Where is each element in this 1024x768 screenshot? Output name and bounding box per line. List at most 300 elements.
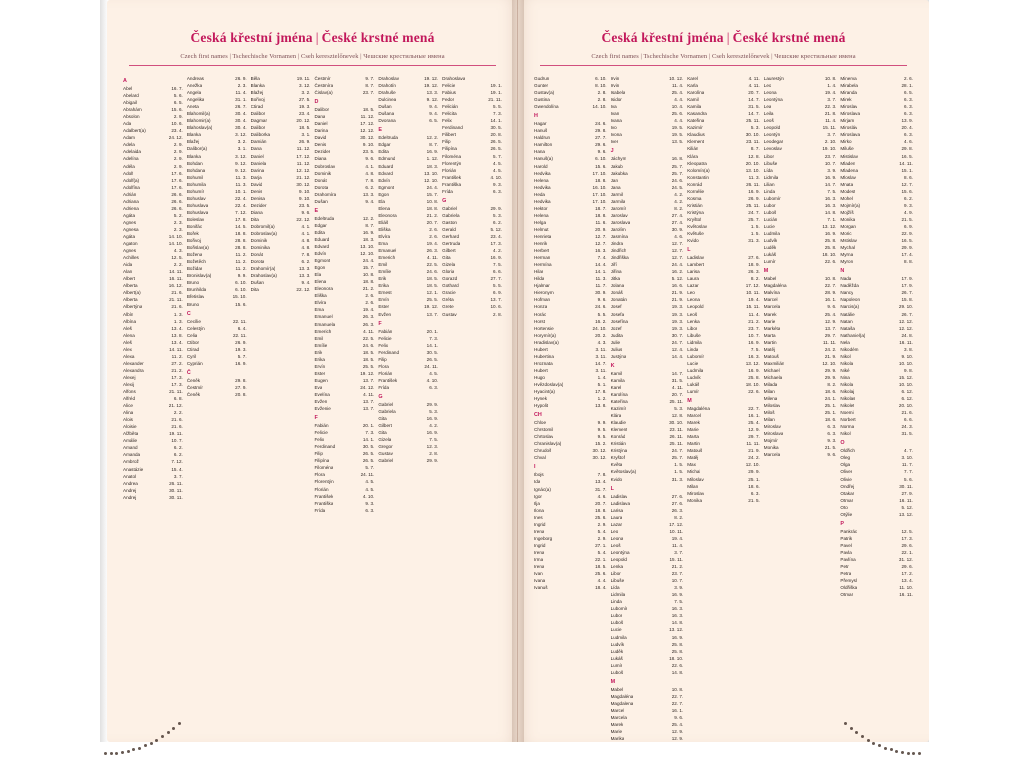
- name-entry: [840, 282, 913, 289]
- entry-date: 9. 6.: [301, 209, 311, 215]
- entry-date: 7. 8.: [365, 177, 375, 183]
- entry-date: 20. 10.: [745, 160, 760, 166]
- entry-name: Daniel: [314, 121, 328, 127]
- entry-date: 18. 6.: [824, 389, 837, 395]
- entry-date: 8. 2.: [827, 381, 837, 387]
- entry-name: Lidmila: [610, 592, 626, 598]
- name-entry: [123, 106, 183, 113]
- entry-name: Ingrid: [534, 542, 546, 548]
- entry-name: Mohel: [840, 195, 853, 201]
- name-entry: [442, 219, 502, 226]
- name-entry: [840, 476, 913, 483]
- page-subtitle: Czech first names | Tschechische Vornamen | Cseh keresztelőnevek | Чешские крестильные имена: [180, 53, 445, 60]
- entry-name: Ctirad: [186, 346, 200, 352]
- entry-date: 23. 11.: [669, 427, 684, 433]
- entry-date: 26. 7.: [901, 311, 913, 317]
- name-entry: [534, 542, 607, 549]
- entry-name: Gunter: [534, 83, 549, 89]
- name-entry: [840, 202, 913, 209]
- name-entry: [378, 148, 438, 155]
- entry-date: 5. 3.: [429, 409, 439, 415]
- entry-date: 13. 5.: [671, 139, 684, 145]
- entry-name: Ladislava: [610, 500, 631, 506]
- name-entry: [764, 75, 837, 82]
- entry-name: Egmont: [378, 184, 395, 190]
- name-entry: [534, 103, 607, 110]
- entry-name: Leopold: [610, 557, 627, 562]
- entry-name: Gustav: [378, 451, 393, 457]
- name-entry: [611, 549, 684, 556]
- entry-date: 9. 9.: [237, 273, 247, 279]
- entry-name: Ladislav: [687, 255, 705, 261]
- entry-date: 15. 8.: [901, 297, 913, 303]
- entry-name: Mloslav: [840, 174, 856, 180]
- entry-name: Nataša: [840, 325, 855, 331]
- name-entry: [378, 436, 438, 443]
- entry-date: 9. 9.: [597, 420, 607, 426]
- name-entry: [534, 184, 607, 191]
- name-entry: [687, 188, 760, 195]
- entry-date: 13. 4.: [901, 578, 913, 584]
- entry-date: 23. 7.: [748, 325, 760, 331]
- entry-name: Libor: [610, 571, 621, 577]
- entry-name: Erik: [378, 276, 387, 282]
- entry-date: 25. 6.: [671, 111, 684, 117]
- name-entry: [611, 275, 684, 282]
- entry-name: Adéla: [123, 163, 135, 169]
- name-entry: [687, 202, 760, 209]
- entry-name: Kosma: [687, 195, 702, 201]
- entry-date: 20. 12.: [296, 118, 311, 124]
- name-entry: [123, 184, 183, 191]
- entry-name: Ibojs: [534, 472, 544, 478]
- name-entry: [123, 480, 183, 487]
- entry-name: Ivo: [610, 125, 617, 131]
- entry-date: 17. 12.: [296, 153, 311, 159]
- entry-date: 12. 7.: [671, 248, 684, 254]
- entry-date: 26. 9.: [298, 139, 311, 145]
- entry-name: Alois: [123, 417, 133, 423]
- alphabet-letter-heading: N: [840, 268, 845, 275]
- entry-name: Albertýna: [123, 304, 143, 310]
- entry-date: 16. 3.: [748, 353, 760, 359]
- entry-date: 16. 3.: [671, 613, 684, 619]
- name-entry: [687, 303, 760, 310]
- entry-name: Edmund: [378, 156, 396, 162]
- entry-date: 19. 1.: [490, 90, 502, 96]
- name-entry: [187, 391, 247, 398]
- perforation-dot: [884, 747, 887, 750]
- entry-date: 22. 9.: [901, 231, 913, 237]
- entry-name: Leoš: [763, 118, 774, 124]
- entry-name: Iver: [610, 139, 619, 145]
- entry-date: 4. 4.: [597, 578, 607, 584]
- entry-name: Darina: [250, 167, 265, 173]
- entry-name: Dita: [250, 287, 259, 293]
- entry-name: Dalibor: [250, 125, 266, 131]
- entry-name: Mirabela: [840, 83, 858, 89]
- name-entry: [611, 693, 684, 700]
- entry-date: 20. 7.: [595, 500, 607, 506]
- entry-name: Linda: [763, 188, 776, 194]
- entry-date: 13. 7.: [362, 406, 375, 412]
- name-entry: [764, 117, 837, 124]
- entry-date: 18. 8.: [235, 231, 247, 237]
- name-entry: [687, 110, 760, 117]
- name-entry: [251, 110, 311, 117]
- entry-date: 1. 12.: [426, 156, 439, 162]
- name-entry: [840, 402, 913, 409]
- entry-date: 21. 5.: [901, 216, 913, 222]
- name-entry: [611, 205, 684, 212]
- name-entry: [314, 299, 374, 306]
- entry-date: 16. 9.: [748, 188, 760, 194]
- name-entry: [611, 426, 684, 433]
- entry-date: 12. 12.: [296, 167, 311, 173]
- entry-date: 6. 2.: [365, 184, 375, 190]
- entry-name: Drahotín: [378, 83, 396, 89]
- entry-date: 12. 10.: [360, 251, 375, 257]
- entry-date: 11. 7.: [901, 462, 913, 468]
- entry-date: 6. 3.: [429, 384, 439, 390]
- name-entry: [611, 155, 684, 162]
- entry-name: Ivana: [610, 118, 622, 124]
- entry-name: Libor: [763, 153, 774, 159]
- entry-name: Alena: [123, 332, 135, 338]
- entry-name: Napoleon: [840, 297, 861, 303]
- entry-date: 12. 9.: [671, 729, 684, 735]
- entry-name: Helena: [534, 212, 549, 218]
- alphabet-letter-heading: H: [534, 113, 538, 120]
- entry-date: 2. 9.: [597, 521, 607, 527]
- entry-date: 24. 12.: [168, 135, 183, 141]
- entry-name: Gita: [378, 416, 387, 422]
- entry-name: Kvido: [687, 238, 699, 244]
- name-entry: [314, 198, 374, 205]
- entry-name: Kilián: [687, 146, 699, 152]
- name-entry: [251, 188, 311, 195]
- entry-name: Chrstomil: [534, 427, 554, 433]
- entry-date: 17. 9.: [901, 276, 913, 282]
- name-entry: [123, 247, 183, 254]
- entry-name: Moric: [840, 231, 852, 237]
- entry-date: 16. 5.: [901, 238, 913, 244]
- entry-date: 17. 10.: [592, 198, 607, 204]
- perforation-dot: [167, 731, 170, 734]
- name-entry: [611, 226, 684, 233]
- entry-name: Nikolaj: [840, 389, 855, 395]
- name-entry: [534, 318, 607, 325]
- alphabet-letter-heading: I: [534, 464, 536, 471]
- name-entry: [611, 131, 684, 138]
- entry-name: Brunhilda: [186, 287, 207, 293]
- entry-date: 26. 9.: [748, 195, 760, 201]
- entry-date: 18. 6.: [824, 417, 837, 423]
- entry-name: Milan: [687, 483, 699, 489]
- entry-date: 11. 3.: [748, 174, 760, 180]
- entry-name: Filipína: [314, 458, 330, 464]
- entry-date: 10. 7.: [824, 160, 837, 166]
- entry-name: Herman: [534, 255, 551, 261]
- entry-name: Jiří: [610, 262, 617, 268]
- name-entry: [378, 401, 438, 408]
- entry-name: Pavla: [840, 549, 852, 555]
- entry-date: 12. 7.: [595, 241, 607, 247]
- entry-name: Hynek: [534, 396, 548, 402]
- entry-date: 21. 5.: [748, 497, 760, 503]
- name-entry: [123, 303, 183, 310]
- entry-date: 8. 2.: [674, 514, 684, 520]
- name-entry: [687, 454, 760, 461]
- name-entry: [611, 433, 684, 440]
- name-entry: [611, 198, 684, 205]
- entry-date: 12. 8.: [671, 413, 684, 419]
- entry-date: 15. 2.: [595, 441, 607, 447]
- entry-name: Gothard: [442, 283, 459, 289]
- entry-date: 12. 7.: [595, 233, 607, 239]
- entry-date: 4. 9.: [904, 209, 913, 215]
- entry-name: Kristýna: [610, 448, 628, 454]
- name-entry: [840, 591, 913, 598]
- name-entry: [378, 205, 438, 212]
- name-column: [314, 75, 374, 514]
- name-entry: [187, 272, 247, 279]
- entry-name: Gerald: [442, 226, 456, 232]
- name-entry: [534, 148, 607, 155]
- entry-date: 11. 3.: [235, 181, 247, 187]
- entry-date: 19. 4.: [671, 535, 684, 541]
- entry-date: 22. 7.: [824, 283, 837, 289]
- entry-date: 15. 7.: [426, 191, 439, 197]
- name-entry: [442, 117, 502, 124]
- name-entry: [764, 202, 837, 209]
- name-entry: [123, 99, 183, 106]
- entry-date: 1. 5.: [750, 223, 760, 229]
- name-entry: [611, 332, 684, 339]
- entry-date: 15. 1.: [901, 167, 913, 173]
- entry-date: 5. 5.: [597, 311, 607, 317]
- name-entry: [123, 177, 183, 184]
- entry-date: 15. 11.: [822, 125, 837, 131]
- entry-date: 22. 6.: [824, 259, 837, 265]
- entry-date: 1. 2.: [597, 396, 607, 402]
- entry-name: Nikol: [840, 353, 851, 359]
- entry-name: Chval: [534, 455, 546, 461]
- entry-date: 19. 12.: [424, 304, 439, 310]
- entry-name: Lubomír: [610, 606, 628, 612]
- entry-name: Angelika: [186, 97, 205, 103]
- entry-name: Leoš: [687, 311, 698, 317]
- entry-date: 3. 12.: [298, 83, 311, 89]
- entry-date: 21. 2.: [748, 318, 760, 324]
- entry-name: Leo: [687, 290, 695, 296]
- entry-name: Ervín: [378, 297, 390, 303]
- name-entry: [534, 471, 607, 478]
- name-entry: [314, 349, 374, 356]
- name-entry: [251, 181, 311, 188]
- entry-date: 22. 11.: [232, 332, 247, 338]
- entry-name: Albína: [123, 318, 137, 324]
- name-entry: [611, 447, 684, 454]
- entry-name: Klement: [610, 427, 628, 433]
- name-entry: [378, 311, 438, 318]
- entry-name: Hedvika: [534, 184, 551, 190]
- name-entry: [314, 250, 374, 257]
- entry-date: 4. 5.: [365, 479, 375, 485]
- name-entry: [611, 377, 684, 384]
- entry-date: 17. 10.: [592, 170, 607, 176]
- entry-name: Filip: [314, 451, 323, 457]
- entry-date: 21. 2.: [426, 212, 439, 218]
- name-entry: [534, 282, 607, 289]
- entry-name: Jindřich: [610, 248, 627, 254]
- name-entry: [123, 170, 183, 177]
- name-entry: [442, 188, 502, 195]
- name-column: [442, 75, 502, 514]
- entry-name: Lucie: [763, 223, 775, 229]
- entry-date: 25. 6.: [595, 571, 607, 577]
- name-column: [687, 75, 760, 742]
- entry-date: 18. 8.: [595, 507, 607, 513]
- entry-date: 4. 5.: [493, 167, 502, 173]
- entry-name: Damián: [250, 139, 267, 145]
- name-entry: [314, 184, 374, 191]
- name-entry: [687, 174, 760, 181]
- entry-date: 28. 9.: [824, 290, 837, 296]
- entry-name: Milada: [763, 381, 778, 387]
- entry-name: Jonáš: [610, 290, 623, 296]
- entry-name: Alfréd: [123, 396, 136, 402]
- entry-date: 6. 5.: [429, 118, 439, 124]
- entry-name: Kryštof: [610, 455, 625, 461]
- name-entry: [840, 535, 913, 542]
- entry-name: Erik: [314, 349, 323, 355]
- entry-date: 16. 9.: [426, 430, 439, 436]
- name-entry: [840, 563, 913, 570]
- entry-name: Klára: [610, 413, 622, 419]
- entry-name: Bořivoj: [250, 97, 265, 103]
- entry-date: 24. 3.: [901, 424, 913, 430]
- name-entry: [314, 321, 374, 328]
- name-entry: [764, 451, 837, 458]
- entry-name: Emil: [314, 335, 324, 341]
- entry-date: 18. 5.: [362, 349, 375, 355]
- right-columns: [534, 75, 913, 742]
- entry-date: 22. 11.: [232, 318, 247, 324]
- name-entry: [534, 268, 607, 275]
- entry-name: Eleonora: [378, 212, 397, 218]
- entry-date: 3. 11.: [595, 353, 607, 359]
- name-entry: [187, 188, 247, 195]
- entry-date: 10. 6.: [490, 304, 502, 310]
- name-entry: [378, 377, 438, 384]
- name-entry: [611, 542, 684, 549]
- entry-date: 2. 6.: [429, 233, 439, 239]
- name-entry: [840, 82, 913, 89]
- entry-name: Heda: [534, 191, 545, 197]
- name-entry: [378, 103, 438, 110]
- entry-date: 30. 9.: [671, 226, 684, 232]
- entry-name: Angela: [186, 90, 202, 96]
- name-entry: [314, 478, 374, 485]
- entry-date: 9. 6.: [365, 156, 375, 162]
- name-entry: [611, 75, 684, 82]
- entry-date: 30. 12.: [296, 181, 311, 187]
- entry-name: Emanuel: [314, 314, 333, 320]
- entry-date: 25. 11.: [746, 118, 760, 124]
- entry-date: 9. 3.: [904, 202, 913, 208]
- entry-date: 21. 2.: [671, 564, 684, 570]
- entry-name: Kamil: [610, 370, 623, 376]
- entry-name: Gita: [378, 430, 387, 436]
- entry-date: 19. 4.: [426, 241, 439, 247]
- entry-date: 25. 11.: [746, 202, 760, 208]
- entry-date: 22. 1.: [595, 557, 607, 562]
- name-entry: [534, 96, 607, 103]
- entry-date: 16. 3.: [671, 606, 684, 612]
- entry-date: 4. 10.: [490, 174, 502, 180]
- entry-name: Nancy: [840, 290, 854, 296]
- name-entry: [840, 181, 913, 188]
- entry-name: Boleslav: [186, 216, 205, 222]
- name-entry: [687, 124, 760, 131]
- entry-name: Konrád: [610, 434, 626, 440]
- entry-name: Florián: [378, 370, 393, 376]
- name-entry: [840, 360, 913, 367]
- entry-date: 6. 3.: [904, 111, 913, 117]
- name-entry: [840, 556, 913, 563]
- entry-date: 5. 4.: [597, 528, 607, 534]
- entry-date: 11. 3.: [595, 276, 607, 282]
- entry-name: Dominik: [250, 238, 268, 244]
- name-entry: [442, 212, 502, 219]
- entry-name: Hagar: [534, 121, 547, 127]
- entry-name: Marta: [687, 434, 699, 440]
- entry-name: Felicie: [314, 430, 328, 436]
- entry-date: 19. 3.: [671, 304, 684, 310]
- entry-date: 6. 2.: [301, 259, 311, 265]
- entry-date: 16. 7.: [171, 86, 183, 91]
- name-entry: [840, 275, 913, 282]
- entry-date: 25. 5.: [362, 363, 375, 369]
- entry-date: 20. 7.: [426, 219, 439, 225]
- entry-name: Mojmír: [763, 438, 778, 444]
- entry-name: Oleg: [840, 455, 851, 461]
- entry-name: Lucie: [610, 627, 622, 633]
- entry-date: 25. 5.: [426, 297, 439, 303]
- entry-date: 29. 9.: [824, 367, 837, 373]
- entry-name: Hubert: [534, 346, 548, 352]
- entry-name: Luděk: [610, 648, 624, 654]
- name-entry: [534, 233, 607, 240]
- name-entry: [442, 205, 502, 212]
- entry-name: Leona: [687, 297, 700, 303]
- name-entry: [442, 145, 502, 152]
- name-entry: [687, 254, 760, 261]
- name-entry: [123, 423, 183, 430]
- entry-date: 4. 8.: [301, 238, 311, 244]
- entry-name: Hilda: [534, 276, 545, 282]
- name-entry: [840, 461, 913, 468]
- name-entry: [840, 303, 913, 310]
- name-entry: [840, 528, 913, 535]
- entry-name: Kornélie: [687, 188, 705, 194]
- entry-date: 14. 1.: [426, 342, 439, 348]
- book-gutter: [512, 0, 524, 742]
- entry-name: Emerich: [378, 255, 396, 261]
- entry-name: Pavel: [840, 542, 852, 548]
- name-entry: [378, 342, 438, 349]
